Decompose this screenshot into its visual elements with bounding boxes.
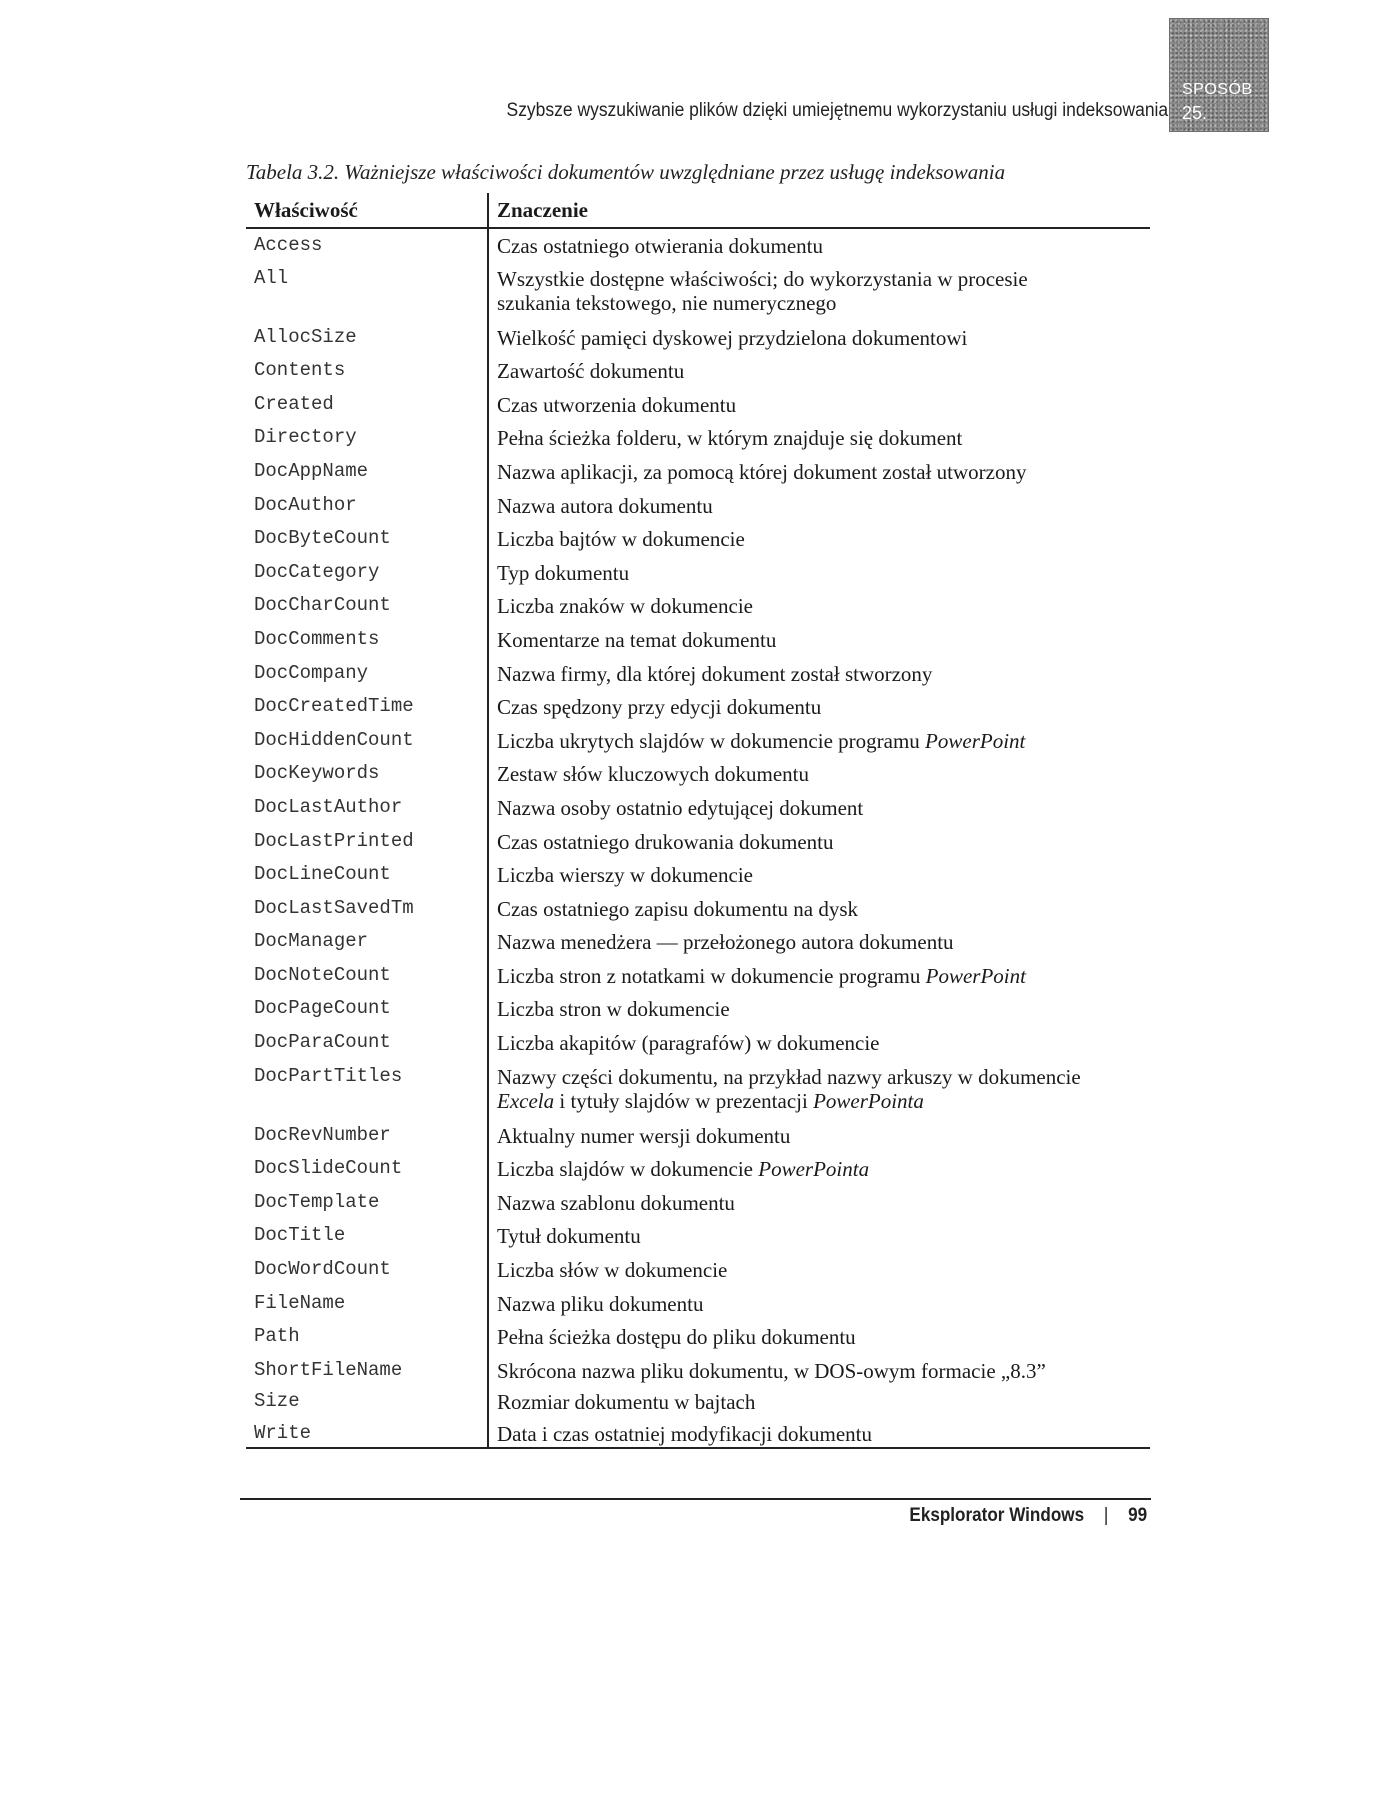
table-header-row — [246, 193, 1150, 228]
property-meaning: Liczba akapitów (paragrafów) w dokumencie — [497, 1031, 880, 1056]
property-name: DocComments — [246, 623, 488, 657]
property-meaning: Rozmiar dokumentu w bajtach — [497, 1390, 756, 1415]
property-meaning: Wielkość pamięci dyskowej przydzielona dokumentowi — [497, 325, 968, 350]
property-meaning: Data i czas ostatniej modyfikacji dokumentu — [488, 1417, 1150, 1449]
table-row — [246, 589, 1150, 623]
property-name: Write — [246, 1417, 488, 1449]
column-header-property: Właściwość — [246, 193, 488, 228]
property-name: DocCharCount — [246, 589, 488, 623]
property-meaning — [488, 724, 1150, 758]
table-row — [246, 489, 1150, 523]
property-name: DocLastSavedTm — [246, 892, 488, 926]
section-tab — [1169, 18, 1269, 132]
meaning-italic: PowerPoint — [925, 728, 1026, 753]
property-meaning: Pełna ścieżka folderu, w którym znajduje się dokument — [497, 426, 963, 451]
property-name: Directory — [246, 421, 488, 455]
property-name: DocHiddenCount — [246, 724, 488, 758]
meaning-line-1: Wszystkie dostępne właściwości; do wykorzystania w procesie — [497, 266, 1028, 291]
footer-rule — [240, 1498, 1151, 1500]
table-row — [246, 455, 1150, 489]
property-meaning: Czas utworzenia dokumentu — [497, 392, 737, 417]
meaning-line-1: Nazwy części dokumentu, na przykład nazwy arkuszy w dokumencie — [497, 1064, 1081, 1089]
table-row — [246, 1320, 1150, 1354]
property-name: DocLastAuthor — [246, 791, 488, 825]
table-row — [246, 1287, 1150, 1321]
property-meaning: Czas spędzony przy edycji dokumentu — [497, 695, 822, 720]
table-row — [246, 992, 1150, 1026]
property-name: DocTemplate — [246, 1186, 488, 1220]
table-row — [246, 757, 1150, 791]
running-header: Szybsze wyszukiwanie plików dzięki umiejętnemu wykorzystaniu usługi indeksowania — [506, 100, 1168, 121]
property-meaning: Zawartość dokumentu — [497, 359, 685, 384]
property-name: Created — [246, 388, 488, 422]
property-meaning: Liczba wierszy w dokumencie — [497, 863, 753, 888]
footer-separator: | — [1103, 1505, 1109, 1526]
table-row — [246, 623, 1150, 657]
property-meaning: Aktualny numer wersji dokumentu — [497, 1123, 791, 1148]
table-row — [246, 1119, 1150, 1153]
meaning-text: Liczba stron z notatkami w dokumencie programu — [497, 963, 926, 988]
table-row — [246, 1417, 1150, 1449]
property-name: DocNoteCount — [246, 959, 488, 993]
table-row — [246, 1026, 1150, 1060]
footer-chapter: Eksplorator Windows — [909, 1505, 1084, 1526]
property-name: Contents — [246, 354, 488, 388]
property-meaning: Typ dokumentu — [497, 560, 630, 585]
table-row — [246, 421, 1150, 455]
property-name: DocAuthor — [246, 489, 488, 523]
table-row — [246, 959, 1150, 993]
table-row — [246, 1385, 1150, 1417]
property-name: DocPageCount — [246, 992, 488, 1026]
property-name: DocAppName — [246, 455, 488, 489]
property-meaning: Czas ostatniego zapisu dokumentu na dysk — [497, 896, 859, 921]
page-number: 99 — [1127, 1505, 1147, 1526]
meaning-text: Liczba slajdów w dokumencie — [497, 1157, 759, 1182]
property-meaning — [488, 959, 1150, 993]
meaning-italic: PowerPoint — [925, 963, 1026, 988]
property-name: DocCreatedTime — [246, 690, 488, 724]
table-row — [246, 925, 1150, 959]
table-row — [246, 354, 1150, 388]
table-row — [246, 522, 1150, 556]
property-meaning: Nazwa autora dokumentu — [497, 493, 713, 518]
property-name: DocCompany — [246, 657, 488, 691]
meaning-text: Liczba ukrytych slajdów w dokumencie programu — [497, 728, 926, 753]
property-name: DocSlideCount — [246, 1152, 488, 1186]
property-meaning: Nazwa osoby ostatnio edytującej dokument — [497, 795, 864, 820]
property-name: ShortFileName — [246, 1354, 488, 1386]
property-meaning: Nazwa firmy, dla której dokument został stworzony — [497, 661, 933, 686]
meaning-italic: Excela — [497, 1088, 555, 1113]
table-row — [246, 724, 1150, 758]
property-meaning — [488, 1060, 1150, 1119]
meaning-italic: PowerPointa — [758, 1157, 870, 1182]
property-meaning: Czas ostatniego otwierania dokumentu — [497, 234, 824, 258]
property-name: DocParaCount — [246, 1026, 488, 1060]
section-tab-number: 25. — [1182, 103, 1208, 123]
property-name: FileName — [246, 1287, 488, 1321]
table-row — [246, 1354, 1150, 1386]
property-meaning — [488, 262, 1150, 321]
table-row — [246, 556, 1150, 590]
meaning-text: i tytuły slajdów w prezentacji — [554, 1088, 814, 1113]
property-name: Path — [246, 1320, 488, 1354]
property-meaning: Liczba słów w dokumencie — [497, 1258, 728, 1283]
page-footer — [909, 1505, 1147, 1527]
table-row — [246, 825, 1150, 859]
property-meaning: Czas ostatniego drukowania dokumentu — [497, 829, 834, 854]
property-meaning: Zestaw słów kluczowych dokumentu — [497, 762, 810, 787]
property-name: DocByteCount — [246, 522, 488, 556]
table-row — [246, 1186, 1150, 1220]
table-row — [246, 262, 1150, 321]
table-row — [246, 690, 1150, 724]
property-meaning: Liczba znaków w dokumencie — [497, 594, 753, 619]
table-row — [246, 1060, 1150, 1119]
table-row — [246, 1253, 1150, 1287]
property-name: DocCategory — [246, 556, 488, 590]
column-header-meaning: Znaczenie — [488, 193, 1150, 228]
table-row — [246, 321, 1150, 355]
property-meaning: Nazwa pliku dokumentu — [497, 1291, 704, 1316]
table-row — [246, 858, 1150, 892]
table-row — [246, 228, 1150, 262]
section-tab-label: SPOSÓB — [1182, 81, 1253, 98]
table-row — [246, 388, 1150, 422]
property-name: DocTitle — [246, 1219, 488, 1253]
table-row — [246, 892, 1150, 926]
property-meaning: Komentarze na temat dokumentu — [497, 627, 777, 652]
property-name: DocKeywords — [246, 757, 488, 791]
property-meaning: Liczba bajtów w dokumencie — [497, 527, 745, 552]
property-meaning: Skrócona nazwa pliku dokumentu, w DOS-owym formacie „8.3” — [497, 1358, 1046, 1383]
property-name: DocRevNumber — [246, 1119, 488, 1153]
meaning-line-2: szukania tekstowego, nie numerycznego — [497, 290, 837, 315]
property-meaning: Nazwa aplikacji, za pomocą której dokument został utworzony — [497, 459, 1027, 484]
property-meaning: Pełna ścieżka dostępu do pliku dokumentu — [497, 1325, 856, 1350]
property-meaning — [488, 1152, 1150, 1186]
property-name: DocWordCount — [246, 1253, 488, 1287]
property-name: DocManager — [246, 925, 488, 959]
properties-table — [246, 193, 1150, 1449]
property-meaning: Nazwa menedżera — przełożonego autora dokumentu — [497, 930, 954, 955]
property-name: Size — [246, 1385, 488, 1417]
property-meaning: Tytuł dokumentu — [497, 1224, 641, 1249]
table-row — [246, 1152, 1150, 1186]
property-name: DocLineCount — [246, 858, 488, 892]
property-name: Access — [246, 228, 488, 262]
meaning-italic: PowerPointa — [813, 1088, 924, 1113]
property-name: AllocSize — [246, 321, 488, 355]
property-name: DocLastPrinted — [246, 825, 488, 859]
table-row — [246, 657, 1150, 691]
property-meaning: Liczba stron w dokumencie — [497, 997, 730, 1022]
table-caption: Tabela 3.2. Ważniejsze właściwości dokumentów uwzględniane przez usługę indeksowania — [246, 160, 1006, 184]
property-meaning: Nazwa szablonu dokumentu — [497, 1190, 735, 1215]
property-name: All — [246, 262, 488, 321]
table-row — [246, 1219, 1150, 1253]
table-row — [246, 791, 1150, 825]
property-name: DocPartTitles — [246, 1060, 488, 1119]
